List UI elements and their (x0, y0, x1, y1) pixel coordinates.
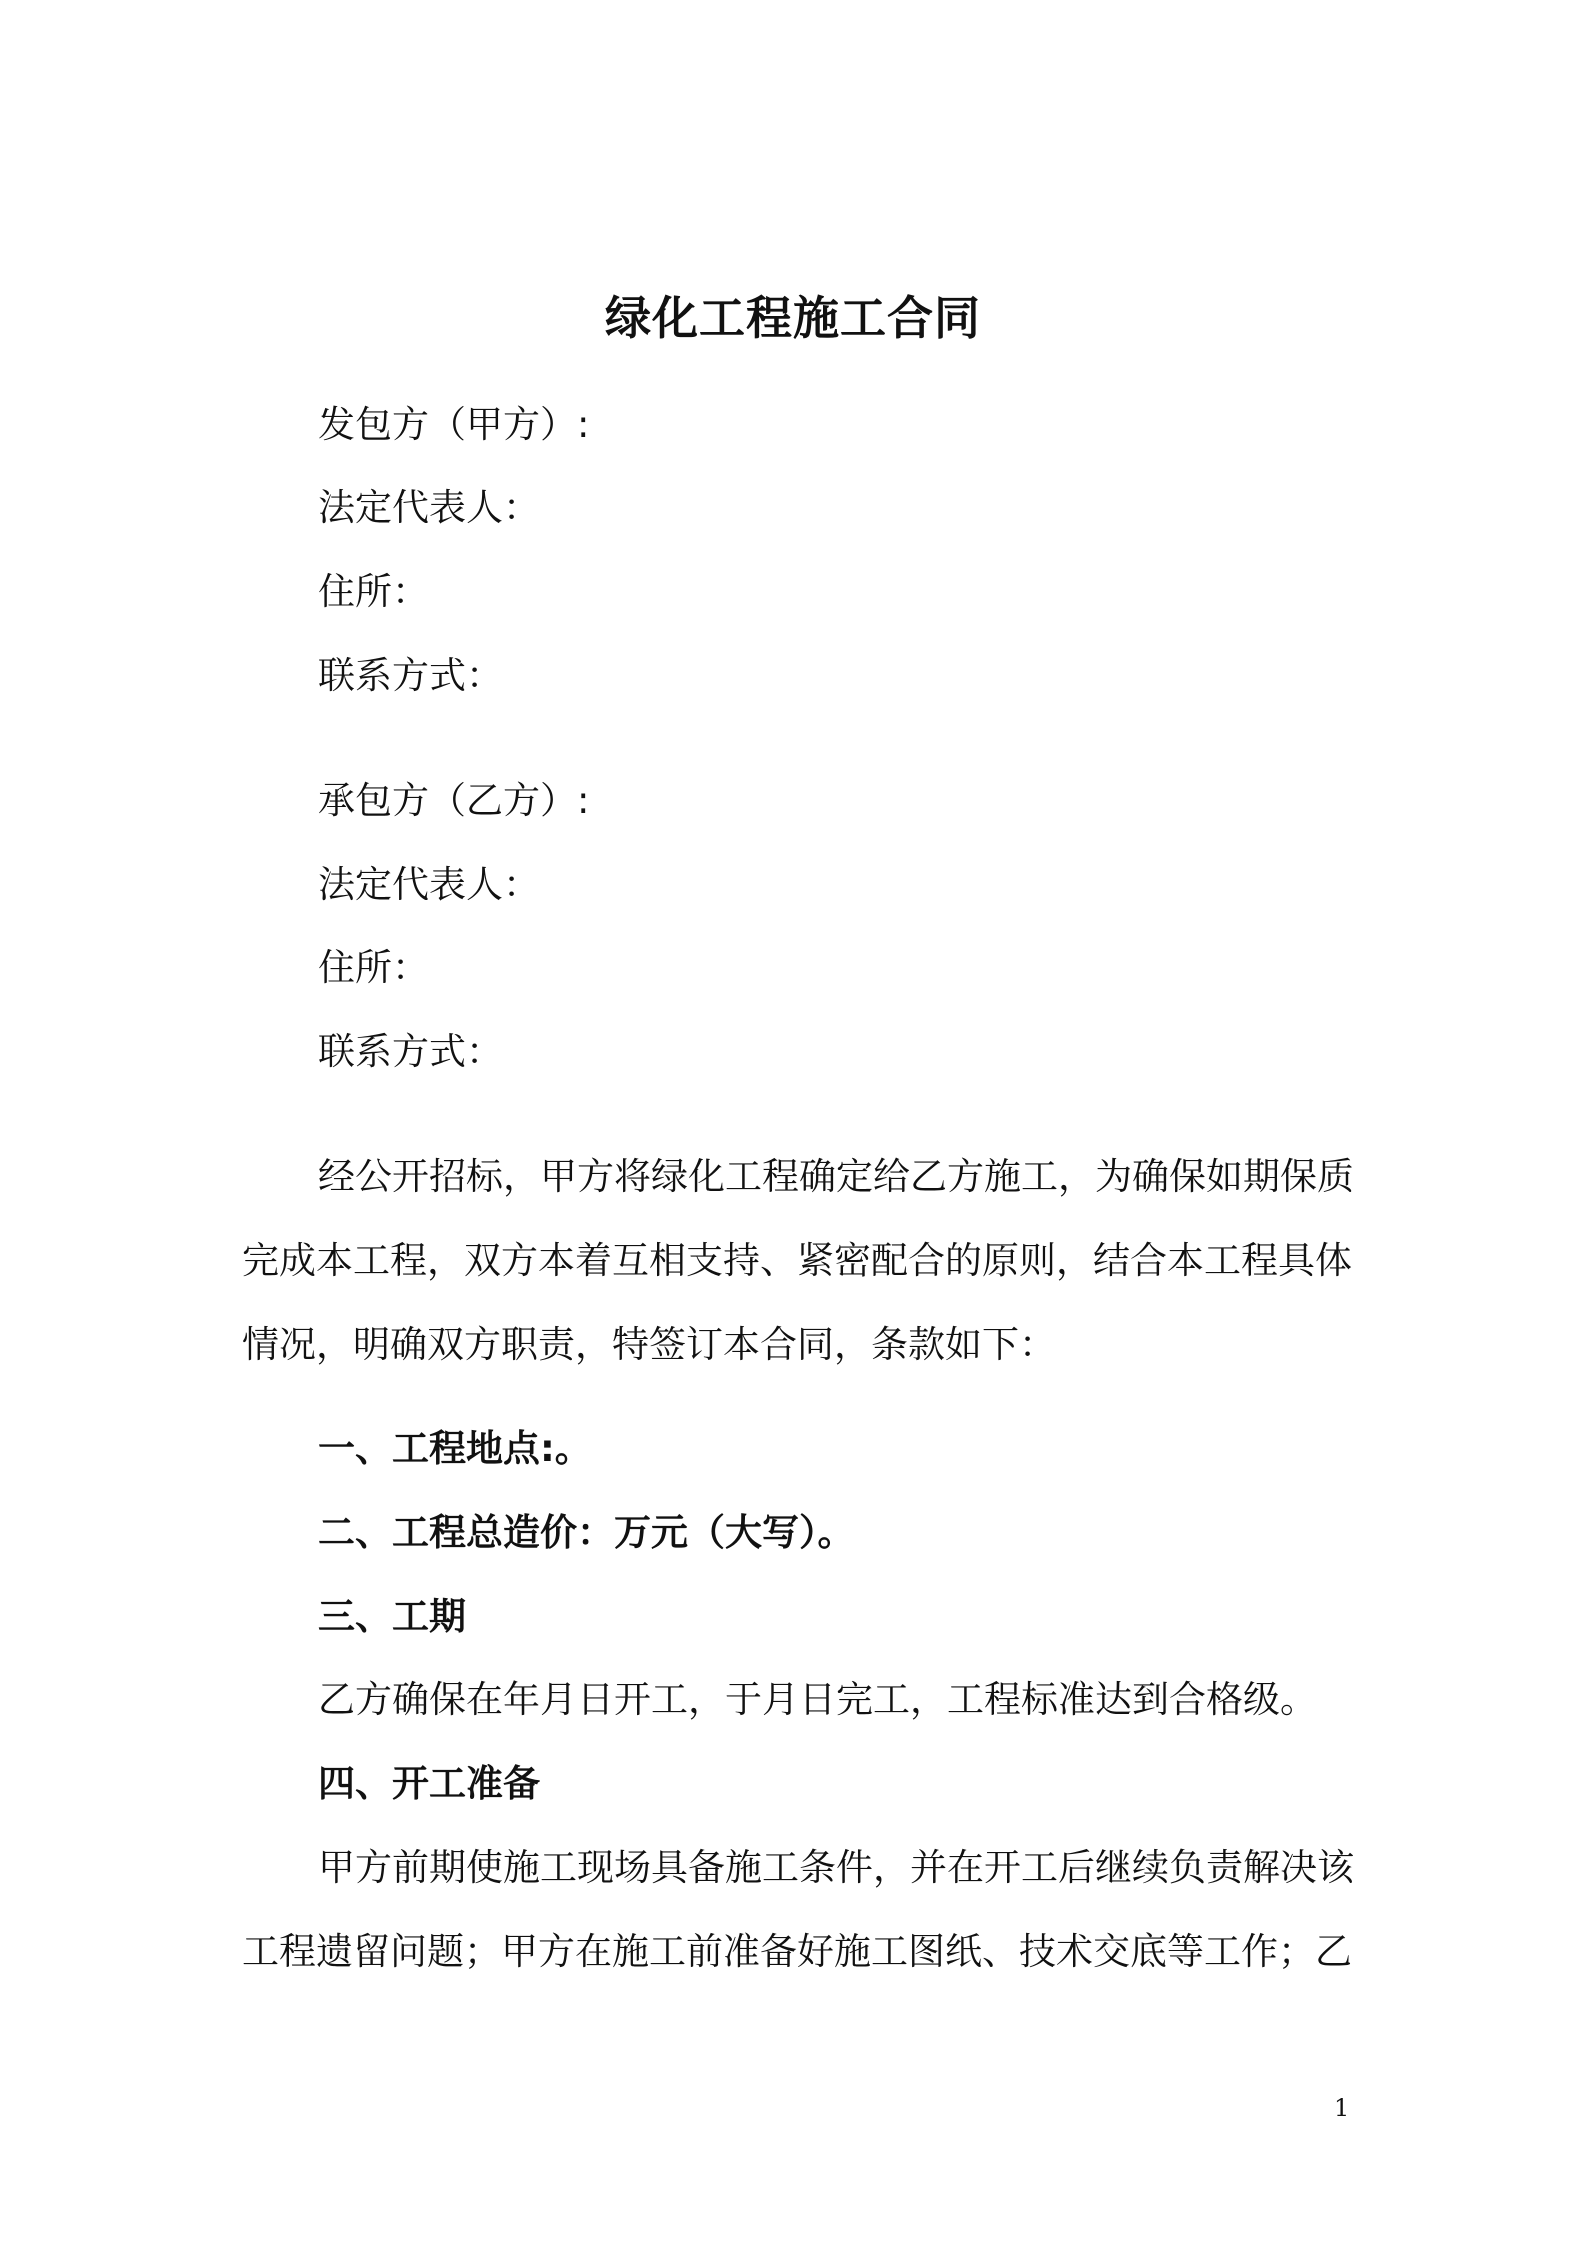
clause-4-title: 四、开工准备 (318, 1762, 540, 1805)
party-a-representative: 法定代表人： (318, 486, 540, 529)
intro-line-3: 情况，明确双方职责，特签订本合同，条款如下： (242, 1323, 1056, 1366)
clause-1: 一、工程地点:。 (318, 1427, 592, 1470)
intro-line-1: 经公开招标，甲方将绿化工程确定给乙方施工，为确保如期保质 (318, 1155, 1354, 1198)
party-b-address: 住所： (318, 946, 429, 989)
party-a-header: 发包方（甲方）: (318, 403, 590, 446)
clause-4-line-1: 甲方前期使施工现场具备施工条件，并在开工后继续负责解决该 (318, 1846, 1354, 1889)
party-b-contact: 联系方式： (318, 1030, 503, 1073)
party-b-representative: 法定代表人： (318, 863, 540, 906)
party-a-address: 住所： (318, 570, 429, 613)
clause-2: 二、工程总造价：万元（大写）。 (318, 1511, 855, 1554)
intro-line-2: 完成本工程，双方本着互相支持、紧密配合的原则，结合本工程具体 (242, 1239, 1352, 1282)
clause-4-line-2: 工程遗留问题；甲方在施工前准备好施工图纸、技术交底等工作；乙 (242, 1930, 1352, 1973)
document-title: 绿化工程施工合同 (605, 291, 981, 345)
party-b-header: 承包方（乙方）: (318, 779, 590, 822)
clause-3-title: 三、工期 (318, 1595, 466, 1638)
clause-3-body: 乙方确保在年月日开工，于月日完工，工程标准达到合格级。 (318, 1678, 1317, 1721)
party-a-contact: 联系方式： (318, 654, 503, 697)
page-number: 1 (1334, 2094, 1350, 2122)
